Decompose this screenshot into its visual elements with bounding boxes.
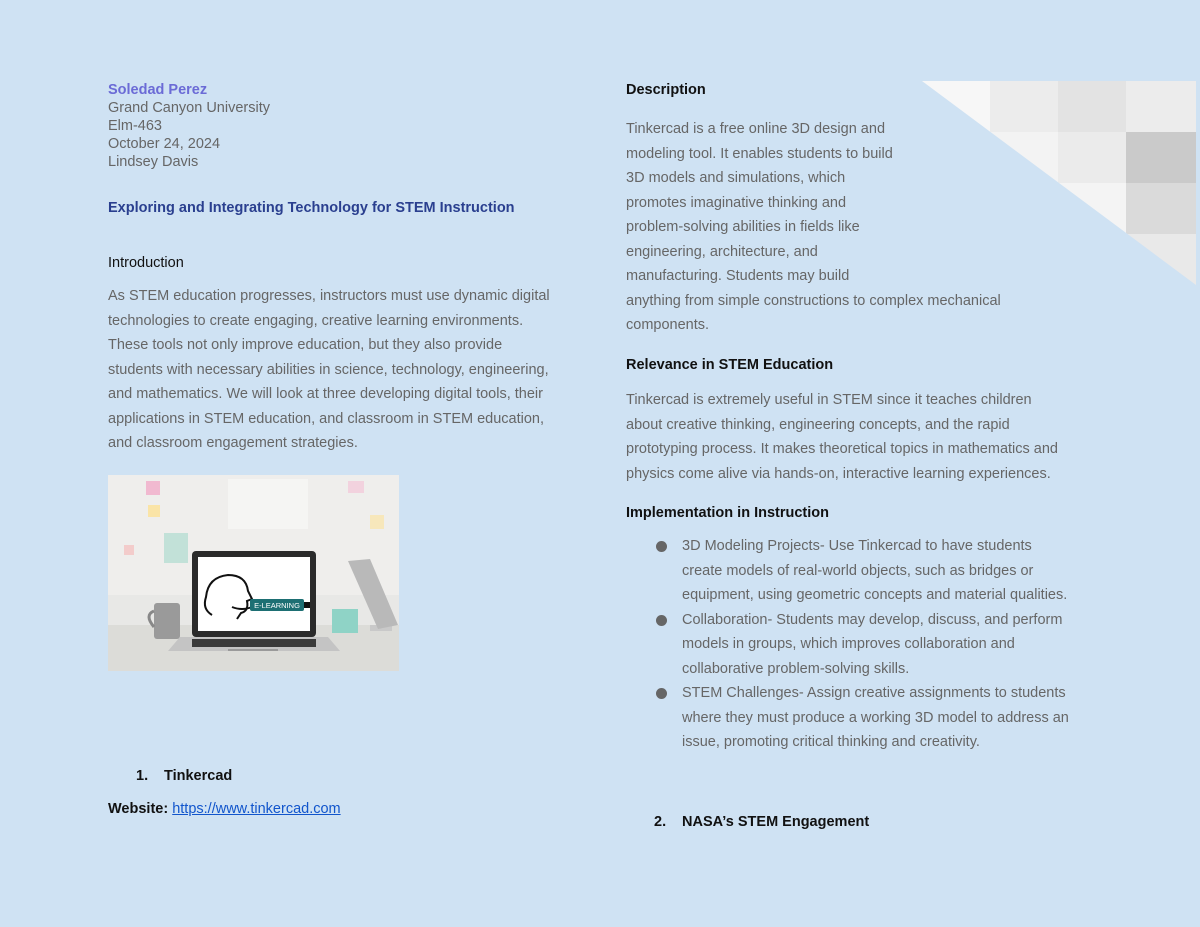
list-item bbox=[626, 681, 1096, 755]
website-label: Website: bbox=[108, 801, 169, 817]
description-line: 3D models and simulations, which bbox=[626, 170, 846, 186]
introduction-paragraph bbox=[108, 284, 588, 456]
description-line: components. bbox=[626, 317, 710, 333]
intro-line: applications in STEM education, and classroom in STEM education, bbox=[108, 410, 545, 427]
intro-line: technologies to create engaging, creative learning environments. bbox=[108, 312, 524, 329]
intro-line: These tools not only improve education, but they also provide bbox=[108, 337, 503, 353]
relevance-line: prototyping process. It makes theoretical topics in mathematics and bbox=[626, 441, 1058, 457]
relevance-paragraph bbox=[626, 388, 1096, 486]
list-item-line: models in groups, which improves collaboration and bbox=[682, 636, 1015, 652]
intro-line: and classroom engagement strategies. bbox=[108, 435, 358, 451]
implementation-heading: Implementation in Instruction bbox=[626, 505, 830, 521]
university: Grand Canyon University bbox=[108, 100, 270, 116]
list-item-line: Collaboration- Students may develop, discuss, and perform bbox=[682, 611, 1063, 628]
tool-2-heading bbox=[654, 814, 869, 830]
course-code: Elm-463 bbox=[108, 118, 162, 134]
description-line: Tinkercad is a free online 3D design and bbox=[626, 121, 886, 137]
tool-2-name: NASA’s STEM Engagement bbox=[682, 814, 870, 830]
elearning-label: E-LEARNING bbox=[254, 601, 300, 610]
bullet-icon bbox=[656, 688, 667, 699]
introduction-heading: Introduction bbox=[108, 255, 184, 271]
description-line: manufacturing. Students may build bbox=[626, 268, 850, 284]
elearning-laptop-photo bbox=[108, 475, 399, 671]
instructor-name: Lindsey Davis bbox=[108, 154, 199, 170]
document-title: Exploring and Integrating Technology for STEM Instruction bbox=[108, 200, 515, 216]
list-item-line: create models of real-world objects, such as bridges or bbox=[682, 562, 1034, 579]
description-line: anything from simple constructions to complex mechanical bbox=[626, 292, 1001, 309]
relevance-heading: Relevance in STEM Education bbox=[626, 357, 834, 373]
implementation-list bbox=[626, 534, 1096, 755]
bullet-icon bbox=[656, 615, 667, 626]
description-paragraph bbox=[626, 117, 1096, 338]
intro-line: and mathematics. We will look at three developing digital tools, their bbox=[108, 386, 543, 402]
description-heading: Description bbox=[626, 82, 706, 98]
intro-line: As STEM education progresses, instructors must use dynamic digital bbox=[108, 288, 550, 304]
relevance-line: Tinkercad is extremely useful in STEM since it teaches children bbox=[626, 392, 1032, 408]
bullet-icon bbox=[656, 541, 667, 552]
description-line: promotes imaginative thinking and bbox=[626, 194, 847, 211]
tool-2-number: 2. bbox=[654, 814, 667, 830]
relevance-line: physics come alive via hands-on, interactive learning experiences. bbox=[626, 465, 1051, 482]
list-item-line: 3D Modeling Projects- Use Tinkercad to have students bbox=[682, 538, 1032, 554]
author-name: Soledad Perez bbox=[108, 82, 208, 98]
description-line: problem-solving abilities in fields like bbox=[626, 219, 860, 235]
list-item bbox=[626, 534, 1096, 608]
tool-1-heading bbox=[136, 768, 232, 784]
description-line: engineering, architecture, and bbox=[626, 243, 818, 260]
list-item bbox=[626, 608, 1096, 682]
header-block bbox=[108, 81, 508, 171]
date: October 24, 2024 bbox=[108, 136, 221, 152]
list-item-line: equipment, using geometric concepts and material qualities. bbox=[682, 587, 1068, 603]
intro-line: students with necessary abilities in science, technology, engineering, bbox=[108, 361, 549, 378]
relevance-line: about creative thinking, engineering concepts, and the rapid bbox=[626, 416, 1010, 433]
description-line: modeling tool. It enables students to build bbox=[626, 145, 893, 162]
list-item-line: where they must produce a working 3D model to address an bbox=[682, 709, 1069, 726]
list-item-line: STEM Challenges- Assign creative assignments to students bbox=[682, 685, 1066, 701]
tool-1-number: 1. bbox=[136, 768, 149, 784]
list-item-line: collaborative problem-solving skills. bbox=[682, 660, 910, 677]
list-item-line: issue, promoting critical thinking and creativity. bbox=[682, 734, 980, 750]
website-line bbox=[108, 801, 341, 817]
tinkercad-link[interactable]: https://www.tinkercad.com bbox=[172, 801, 341, 817]
tool-1-name: Tinkercad bbox=[164, 768, 233, 784]
